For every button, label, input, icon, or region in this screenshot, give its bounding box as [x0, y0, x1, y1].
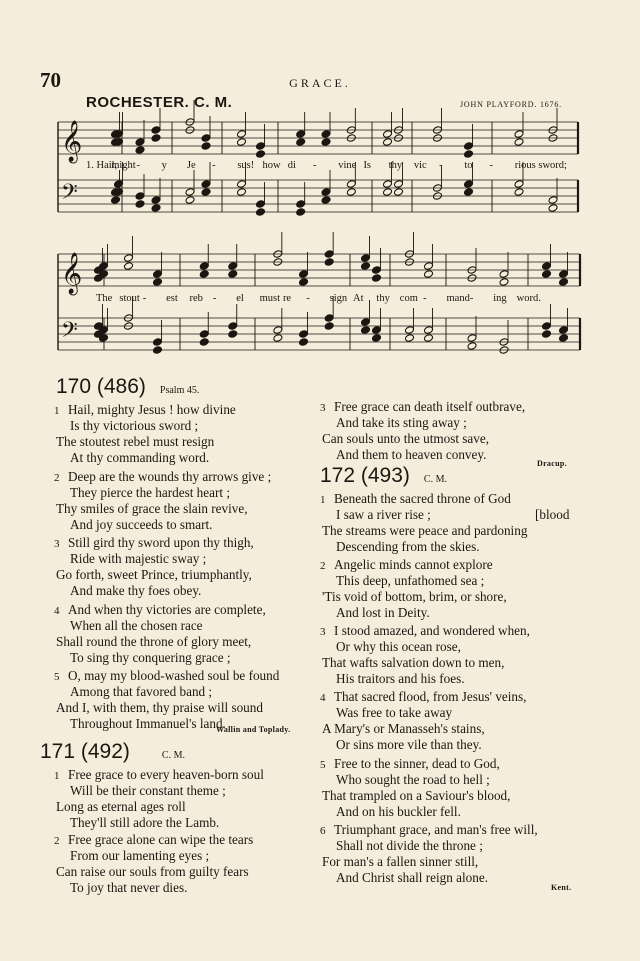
note-head — [361, 326, 371, 335]
verse-line — [56, 799, 186, 815]
lyric-syllable: Je — [186, 160, 196, 171]
verse-line — [70, 716, 226, 732]
note-head — [299, 278, 309, 287]
verse-text: Can raise our souls from guilty fears — [56, 864, 249, 879]
verse-line — [336, 870, 488, 886]
note-head — [324, 322, 334, 331]
note-head — [199, 262, 209, 271]
verse-line — [336, 838, 483, 854]
verse-line — [322, 655, 504, 671]
note-head — [228, 330, 238, 339]
lyric-syllable: - — [136, 160, 140, 171]
lyric-syllable: - — [306, 293, 310, 304]
verse-line — [54, 767, 264, 784]
note-head — [135, 138, 145, 147]
verse-text: Descending from the skies. — [336, 539, 480, 554]
verse-line — [322, 523, 527, 539]
verse-line — [322, 788, 510, 804]
note-head — [199, 338, 209, 347]
lyric-syllable: to — [464, 160, 473, 171]
note-head — [151, 196, 161, 205]
verse-text: Or why this ocean rose, — [336, 639, 461, 654]
verse-text: And them to heaven convey. — [336, 447, 487, 462]
lyric-syllable: est — [166, 293, 178, 304]
lyric-syllable: - — [489, 160, 494, 171]
lyric-syllable: vine — [338, 160, 357, 171]
verse-text: And I, with them, thy praise will sound — [56, 700, 263, 715]
note-head — [424, 270, 434, 279]
verse-text: Triumphant grace, and man's free will, — [334, 822, 538, 837]
note-head — [124, 262, 134, 271]
note-head — [256, 142, 266, 151]
lyric-syllable: - — [142, 293, 147, 304]
verse-line — [336, 671, 465, 687]
note-head — [321, 130, 331, 139]
hymn-meta: Psalm 45. — [159, 385, 200, 396]
hymn-heading — [40, 740, 185, 764]
verse-number: 3 — [320, 626, 326, 638]
verse-line — [336, 737, 482, 753]
verse-line — [320, 822, 538, 839]
note-head — [201, 188, 211, 197]
note-head — [153, 346, 163, 355]
lyric-syllable: - — [212, 293, 217, 304]
note-head — [467, 334, 477, 343]
note-head — [256, 150, 266, 159]
lyric-syllable: re — [282, 293, 292, 304]
lyric-syllable: thy — [376, 293, 390, 304]
verse-line — [70, 450, 209, 466]
verse-line — [54, 832, 253, 849]
note-head — [321, 196, 331, 205]
note-head — [135, 200, 145, 209]
note-head — [361, 254, 371, 263]
verse-line — [54, 602, 266, 619]
verse-line — [336, 605, 430, 621]
note-head — [185, 188, 195, 197]
verse-line — [320, 399, 525, 416]
verse-line — [70, 583, 201, 599]
verse-number: 5 — [54, 671, 60, 683]
note-head — [514, 138, 524, 147]
note-head — [372, 334, 382, 343]
lyric-syllable: The — [96, 293, 113, 304]
verse-text: Deep are the wounds thy arrows give ; — [68, 468, 272, 484]
verse-line — [54, 469, 271, 486]
lyric-syllable: - — [212, 160, 216, 171]
verse-line — [56, 434, 214, 450]
note-head — [383, 130, 393, 139]
note-head — [346, 180, 356, 189]
verse-text: Free grace can death itself outbrave, — [334, 399, 526, 414]
lyric-syllable: sus! — [237, 160, 255, 171]
verse-text: That wafts salvation down to men, — [322, 655, 505, 670]
verse-number: 1 — [54, 405, 60, 417]
hymn-number: 171 (492) — [40, 740, 130, 763]
verse-text: Go forth, sweet Prince, triumphantly, — [56, 567, 252, 582]
verse-line — [70, 418, 198, 434]
verse-text: I stood amazed, and wondered when, — [334, 623, 530, 638]
verse-text: Beneath the sacred throne of God — [334, 491, 511, 506]
verse-line — [70, 485, 230, 501]
verse-text: Free grace to every heaven-born soul — [68, 767, 264, 782]
verse-text: Ride with majestic sway ; — [70, 551, 207, 566]
hymn-heading — [56, 375, 199, 399]
verse-line — [322, 721, 485, 737]
note-head — [499, 278, 509, 287]
verse-line — [320, 756, 500, 773]
verse-text: And make thy foes obey. — [70, 583, 202, 598]
verse-text: They pierce the hardest heart ; — [70, 484, 231, 500]
lyric-syllable: must — [259, 293, 280, 304]
verse-text: At thy commanding word. — [70, 450, 210, 465]
note-head — [185, 196, 195, 205]
overflow-word: [blood — [535, 507, 570, 522]
note-head — [464, 142, 474, 151]
verse-line — [70, 783, 226, 799]
note-head — [201, 180, 211, 189]
hymn-meta: C. M. — [423, 474, 447, 485]
note-head — [151, 134, 161, 143]
verse-line — [322, 589, 507, 605]
verse-line — [336, 447, 486, 463]
note-head — [372, 274, 382, 283]
note-head — [559, 278, 569, 287]
note-head — [424, 326, 434, 335]
lyric-syllable: di — [287, 160, 296, 171]
verse-line — [320, 623, 530, 640]
verse-line — [336, 573, 484, 589]
verse-text: For man's a fallen sinner still, — [322, 854, 479, 869]
verse-line — [56, 634, 251, 650]
note-head — [361, 262, 371, 271]
verse-line — [322, 854, 478, 870]
treble-staff-2 — [58, 254, 580, 286]
verse-number: 2 — [320, 560, 326, 572]
note-head — [296, 130, 306, 139]
hymn-attribution: Kent. — [551, 883, 572, 892]
verse-line — [54, 668, 279, 685]
note-head — [296, 200, 306, 209]
verse-text: They'll still adore the Lamb. — [70, 815, 220, 830]
lyric-syllable: rious sword; — [514, 160, 567, 171]
bass-clef-icon: 𝄢 — [61, 318, 78, 348]
hymn-meta: C. M. — [161, 750, 185, 761]
lyric-syllable: sign — [329, 293, 348, 304]
note-head — [111, 196, 121, 205]
note-head — [135, 192, 145, 201]
note-head — [321, 188, 331, 197]
verse-line — [70, 551, 206, 567]
lyric-syllable: - — [423, 293, 427, 304]
note-head — [153, 338, 163, 347]
verse-text: Is thy victorious sword ; — [70, 418, 199, 433]
verse-line — [336, 772, 490, 788]
verse-line — [70, 815, 219, 831]
verse-line — [70, 650, 231, 666]
page-header: GRACE. — [289, 76, 351, 90]
lyric-syllable: might — [111, 160, 136, 171]
treble-clef-icon: 𝄞 — [61, 121, 83, 162]
hymn-heading — [320, 464, 447, 488]
verse-text: And joy succeeds to smart. — [70, 516, 213, 532]
verse-text: Free grace alone can wipe the tears — [68, 832, 254, 847]
hymn-number: 170 (486) — [56, 375, 146, 398]
lyric-syllable: el — [236, 293, 244, 304]
verse-text: From our lamenting eyes ; — [70, 848, 210, 863]
verse-number: 5 — [320, 759, 326, 771]
verse-text: His traitors and his foes. — [336, 671, 465, 686]
verse-text: Shall not divide the throne ; — [336, 838, 483, 853]
page-number: 70 — [40, 68, 61, 92]
note-head — [299, 270, 309, 279]
note-head — [201, 142, 211, 151]
note-head — [464, 188, 474, 197]
note-head — [361, 318, 371, 327]
lyric-syllable: how — [262, 160, 281, 171]
verse-text: Thy smiles of grace the slain revive, — [56, 500, 248, 516]
verse-line — [322, 431, 489, 447]
verse-line — [336, 507, 570, 523]
note-head — [514, 130, 524, 139]
verse-text: And when thy victories are complete, — [68, 601, 266, 617]
verse-number: 4 — [320, 692, 326, 704]
verse-line — [70, 517, 212, 533]
tune-name: ROCHESTER. C. M. — [86, 94, 233, 111]
verse-text: Free to the sinner, dead to God, — [334, 756, 500, 771]
note-head — [542, 322, 552, 331]
note-head — [124, 254, 134, 263]
lyric-syllable: Is — [363, 160, 372, 171]
note-head — [424, 334, 434, 343]
note-head — [346, 188, 356, 197]
note-head — [559, 270, 569, 279]
note-head — [548, 204, 558, 213]
note-head — [542, 262, 552, 271]
note-head — [372, 266, 382, 275]
treble-clef-icon: 𝄞 — [61, 253, 83, 294]
verse-number: 6 — [320, 825, 326, 837]
hymn-attribution: Dracup. — [537, 459, 567, 468]
note-head — [321, 138, 331, 147]
note-head — [514, 188, 524, 197]
verse-line — [70, 618, 203, 634]
note-head — [151, 204, 161, 213]
verse-line — [56, 700, 263, 716]
verse-text: Shall round the throne of glory meet, — [56, 633, 252, 649]
note-head — [499, 270, 509, 279]
note-head — [199, 270, 209, 279]
lyric-syllable: word. — [516, 293, 541, 304]
note-head — [273, 334, 283, 343]
note-head — [237, 130, 247, 139]
note-head — [296, 138, 306, 147]
verse-line — [336, 804, 461, 820]
verse-number: 3 — [320, 402, 326, 414]
lyric-syllable: - — [439, 160, 443, 171]
verse-line — [336, 639, 461, 655]
verse-text: When all the chosen race — [70, 617, 203, 633]
note-head — [548, 196, 558, 205]
note-head — [256, 208, 266, 217]
verse-line — [70, 880, 187, 896]
note-head — [559, 326, 569, 335]
note-head — [424, 262, 434, 271]
hymn-number: 172 (493) — [320, 464, 410, 487]
lyric-syllable: ing — [493, 293, 507, 304]
verse-line — [320, 491, 511, 508]
composer: JOHN PLAYFORD. 1676. — [460, 100, 562, 109]
note-head — [405, 326, 415, 335]
note-head — [151, 126, 161, 135]
lyric-syllable: At — [353, 293, 364, 304]
verse-text: Or sins more vile than they. — [336, 737, 482, 752]
verse-number: 3 — [54, 538, 60, 550]
verse-number: 2 — [54, 471, 60, 484]
note-head — [405, 334, 415, 343]
note-head — [394, 188, 404, 197]
verse-line — [336, 539, 480, 555]
note-head — [299, 330, 309, 339]
note-head — [383, 138, 393, 147]
music-score — [0, 0, 640, 370]
note-head — [201, 134, 211, 143]
lyric-syllable: - — [313, 160, 317, 171]
verse-text: And Christ shall reign alone. — [336, 870, 488, 885]
verse-line — [336, 415, 467, 431]
note-head — [324, 250, 334, 259]
verse-text: 'Tis void of bottom, brim, or shore, — [322, 589, 507, 604]
note-head — [372, 326, 382, 335]
note-head — [559, 334, 569, 343]
verse-text: Angelic minds cannot explore — [334, 557, 493, 572]
verse-line — [336, 705, 452, 721]
note-head — [464, 150, 474, 159]
verse-number: 4 — [54, 604, 60, 617]
lyric-syllable: stout — [119, 293, 140, 304]
lyric-syllable: reb — [189, 293, 203, 304]
verse-text: To sing thy conquering grace ; — [70, 649, 231, 665]
verse-text: The streams were peace and pardoning — [322, 523, 528, 538]
note-head — [228, 322, 238, 331]
note-head — [153, 278, 163, 287]
note-head — [324, 258, 334, 267]
verse-text: Among that favored band ; — [70, 684, 213, 699]
verse-text: A Mary's or Manasseh's stains, — [322, 721, 485, 736]
verse-line — [56, 567, 252, 583]
note-head — [199, 330, 209, 339]
lyric-syllable: 1. Hail, — [86, 160, 118, 171]
verse-line — [54, 535, 254, 552]
verse-text: And lost in Deity. — [336, 605, 430, 620]
lyric-syllable: y — [161, 160, 167, 171]
lyric-syllable: thy — [388, 160, 403, 171]
verse-line — [56, 501, 248, 517]
verse-text: That sacred flood, from Jesus' veins, — [334, 689, 527, 704]
verse-text: That trampled on a Saviour's blood, — [322, 788, 511, 803]
verse-text: Will be their constant theme ; — [70, 783, 226, 798]
note-head — [273, 326, 283, 335]
verse-line — [54, 402, 236, 419]
verse-line — [320, 689, 526, 706]
verse-text: O, may my blood-washed soul be found — [68, 668, 280, 683]
note-head — [299, 338, 309, 347]
note-head — [228, 262, 238, 271]
note-head — [94, 274, 104, 283]
note-head — [514, 180, 524, 189]
note-head — [135, 146, 145, 155]
verse-text: Was free to take away — [336, 705, 453, 720]
lyric-syllable: mand — [446, 293, 470, 304]
verse-text: Still gird thy sword upon thy thigh, — [68, 535, 254, 550]
note-head — [237, 138, 247, 147]
verse-text: This deep, unfathomed sea ; — [336, 573, 485, 588]
lyric-syllable: com — [399, 293, 418, 304]
note-head — [296, 208, 306, 217]
verse-text: And take its sting away ; — [336, 415, 467, 430]
verse-text: I saw a river rise ; — [336, 507, 431, 522]
verse-text: Throughout Immanuel's land. — [70, 716, 226, 731]
verse-line — [70, 848, 209, 864]
verse-text: Hail, mighty Jesus ! how divine — [68, 402, 236, 417]
verse-text: The stoutest rebel must resign — [56, 434, 215, 449]
lyric-syllable: vic — [413, 160, 427, 171]
verse-number: 2 — [54, 835, 60, 847]
verse-number: 1 — [320, 494, 326, 506]
note-head — [467, 342, 477, 351]
bass-clef-icon: 𝄢 — [61, 180, 78, 210]
verse-number: 1 — [54, 770, 60, 782]
verse-line — [320, 557, 493, 574]
note-head — [228, 270, 238, 279]
note-head — [237, 180, 247, 189]
verse-text: Who sought the road to hell ; — [336, 772, 490, 787]
note-head — [542, 330, 552, 339]
lyric-syllable: - — [469, 293, 474, 304]
note-head — [237, 188, 247, 197]
verse-text: To joy that never dies. — [70, 880, 188, 895]
note-head — [542, 270, 552, 279]
note-head — [383, 180, 393, 189]
hymn-attribution: Wallin and Toplady. — [216, 725, 291, 734]
verse-text: And on his buckler fell. — [336, 804, 461, 819]
verse-text: Long as eternal ages roll — [56, 799, 186, 814]
verse-line — [56, 864, 249, 880]
note-head — [153, 270, 163, 279]
note-head — [256, 200, 266, 209]
note-head — [383, 188, 393, 197]
note-head — [324, 314, 334, 323]
verse-line — [70, 684, 212, 700]
note-head — [394, 180, 404, 189]
note-head — [464, 180, 474, 189]
verse-text: Can souls unto the utmost save, — [322, 431, 490, 446]
